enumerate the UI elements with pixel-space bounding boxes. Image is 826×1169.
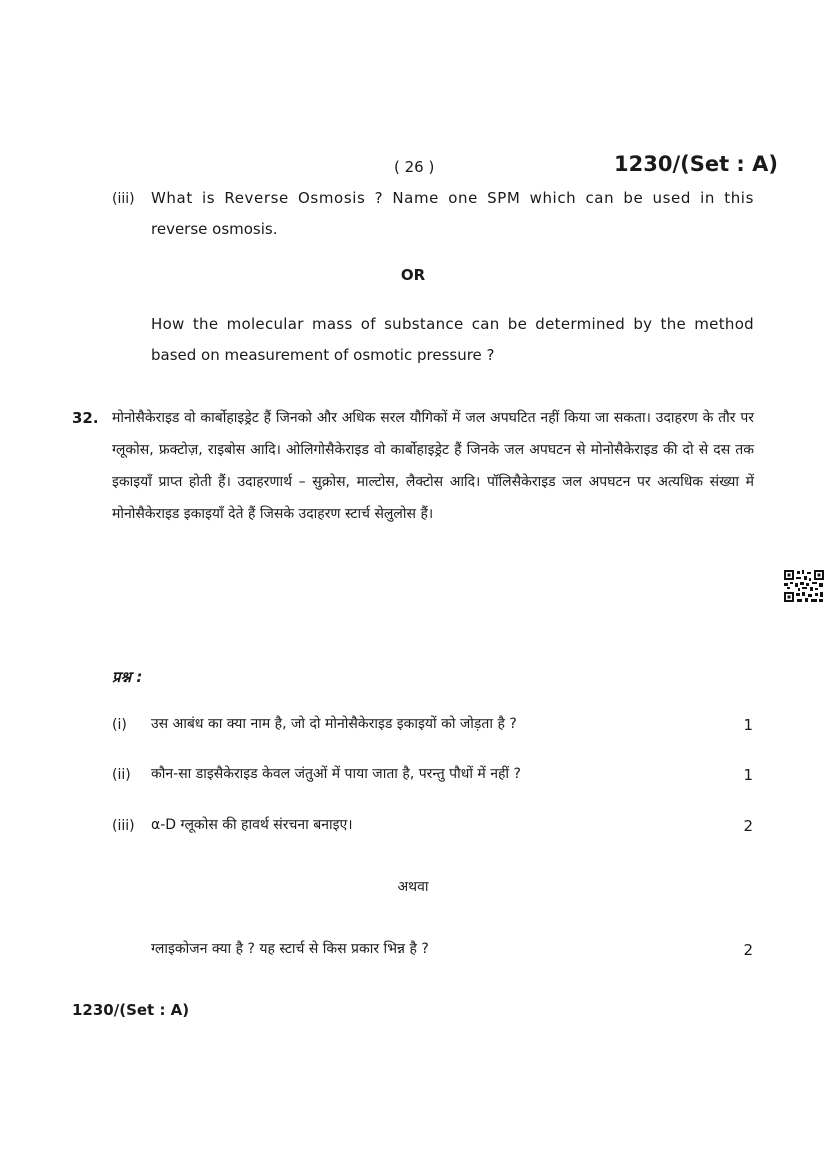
q32-sub1-label: (i) xyxy=(112,717,127,733)
q32-passage: मोनोसैकेराइड वो कार्बोहाइड्रेट हैं जिनको और अधिक सरल यौगिकों में जल अपघटित नहीं किया जा सकता। उदाहरण के तौर पर ग्लूकोस, फ्रक्टोज़, राइबोस आदि। ओलिगोसैकेराइड वो कार्बोहाइड्रेट हैं जिनके जल अपघटन से मोनोसैकेराइड की दो से दस तक इकाइयाँ प्राप्त होती हैं। उदाहरणार्थ – सुक्रोस, माल्टोस, लैक्टोस आदि। पॉलिसैकेराइड जल अपघटन पर अत्यधिक संख्या में मोनोसैकेराइड इकाइयाँ देते हैं जिसके उदाहरण स्टार्च सेलुलोस हैं। xyxy=(112,410,754,522)
q32-sub1-marks: 1 xyxy=(743,716,753,734)
paper-code-footer: 1230/(Set : A) xyxy=(72,1001,190,1019)
or-separator-hindi: अथवा xyxy=(397,879,429,895)
q32-sub1-text: उस आबंध का क्या नाम है, जो दो मोनोसैकेराइड इकाइयों को जोड़ता है ? xyxy=(151,716,517,732)
q31-question-line1: What is Reverse Osmosis ? Name one SPM which can be used in this xyxy=(151,189,754,207)
page-number: ( 26 ) xyxy=(394,158,435,176)
q32-sub2-label: (ii) xyxy=(112,767,131,783)
q32-sub2-marks: 1 xyxy=(743,766,753,784)
q31-question-line2: reverse osmosis. xyxy=(151,220,278,238)
q32-sub3-text: α-D ग्लूकोस की हावर्थ संरचना बनाइए। xyxy=(151,817,353,833)
questions-heading: प्रश्न : xyxy=(112,668,143,686)
q32-alt-question-marks: 2 xyxy=(743,941,753,959)
or-separator-english: OR xyxy=(400,266,426,284)
q32-sub3-marks: 2 xyxy=(743,817,753,835)
qr-code-icon xyxy=(782,568,826,604)
q31-alt-question-line1: How the molecular mass of substance can be determined by the method xyxy=(151,315,754,333)
q32-alt-question-text: ग्लाइकोजन क्या है ? यह स्टार्च से किस प्रकार भिन्न है ? xyxy=(151,941,429,957)
q31-alt-question-line2: based on measurement of osmotic pressure ? xyxy=(151,346,495,364)
q31-part-label: (iii) xyxy=(112,191,135,207)
q32-sub3-label: (iii) xyxy=(112,818,135,834)
q32-number: 32. xyxy=(72,409,99,427)
paper-code-header: 1230/(Set : A) xyxy=(614,152,778,176)
q32-sub2-text: कौन-सा डाइसैकेराइड केवल जंतुओं में पाया जाता है, परन्तु पौधों में नहीं ? xyxy=(151,766,521,782)
